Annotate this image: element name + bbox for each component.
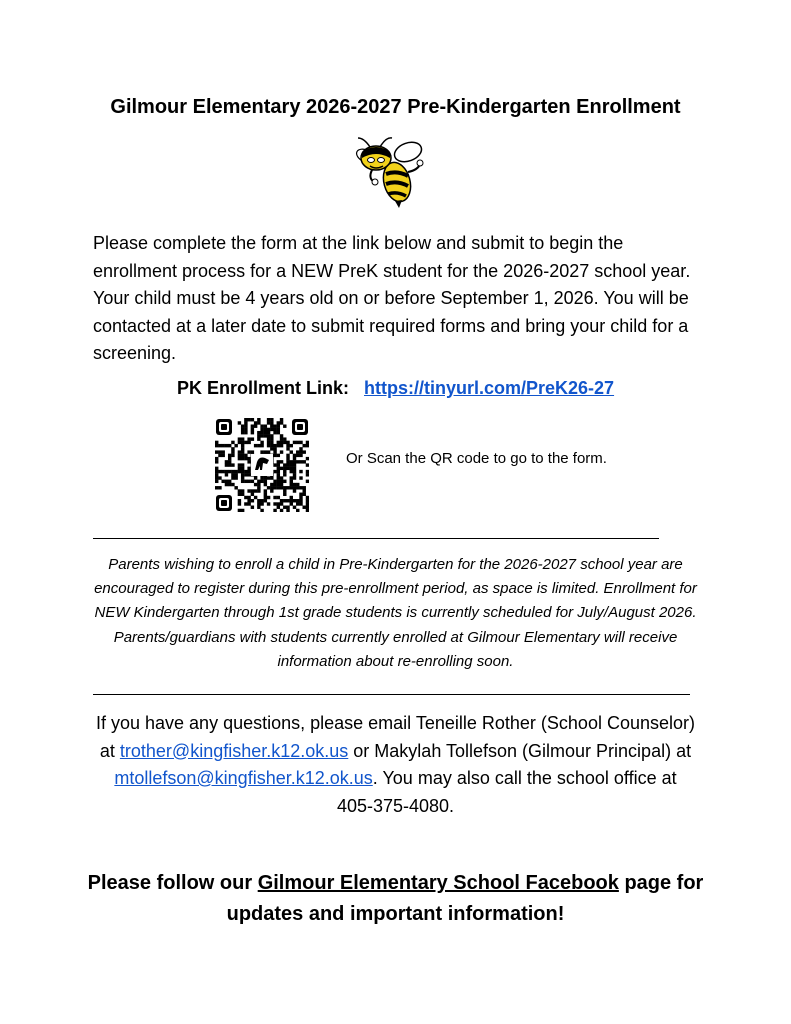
counselor-email-link[interactable]: trother@kingfisher.k12.ok.us	[119, 740, 349, 761]
enrollment-link-line	[0, 378, 791, 399]
intro-paragraph: Please complete the form at the link below and submit to begin the enrollment process for a NEW PreK student for the 2026-2027 school year. Your child must be 4 years old on or before September 1, 2026. You will be contacted at a later date to submit required forms and bring your child for a screening.	[93, 233, 691, 363]
page-title: Gilmour Elementary 2026-2027 Pre-Kindergarten Enrollment	[110, 96, 681, 118]
contact-text-2: or Makylah Tollefson (Gilmour Principal) at	[348, 740, 692, 761]
principal-email-link[interactable]: mtollefson@kingfisher.k12.ok.us	[114, 768, 373, 788]
follow-prefix: Please follow our	[87, 872, 258, 894]
contact-paragraph	[95, 710, 696, 820]
divider-bottom	[93, 694, 690, 695]
contact-text-1: If you have any questions, please email Teneille Rother (School Counselor) at	[95, 713, 695, 761]
facebook-follow	[80, 868, 711, 930]
qr-code-icon[interactable]	[215, 418, 309, 512]
divider-top	[93, 538, 659, 539]
enrollment-link-label: PK Enrollment Link:	[176, 378, 349, 398]
enrollment-link[interactable]: https://tinyurl.com/PreK26-27	[364, 378, 615, 398]
follow-suffix: page for updates and important information!	[226, 872, 704, 925]
facebook-link[interactable]: Gilmour Elementary School Facebook	[257, 872, 619, 894]
scan-instructions: Or Scan the QR code to go to the form.	[346, 450, 607, 467]
contact-text-3: . You may also call the school office at 405-375-4080.	[336, 768, 677, 816]
hornet-mascot-icon	[350, 134, 428, 208]
enrollment-notice: Parents wishing to enroll a child in Pre-Kindergarten for the 2026-2027 school year are encouraged to register during this pre-enrollment period, as space is limited. Enrollment for NEW Kindergarten through 1st grade students is currently scheduled for July/August 2026. Parents/guardians with students currently enrolled at Gilmour Elementary will receive information about re-enrolling soon.	[94, 556, 697, 670]
